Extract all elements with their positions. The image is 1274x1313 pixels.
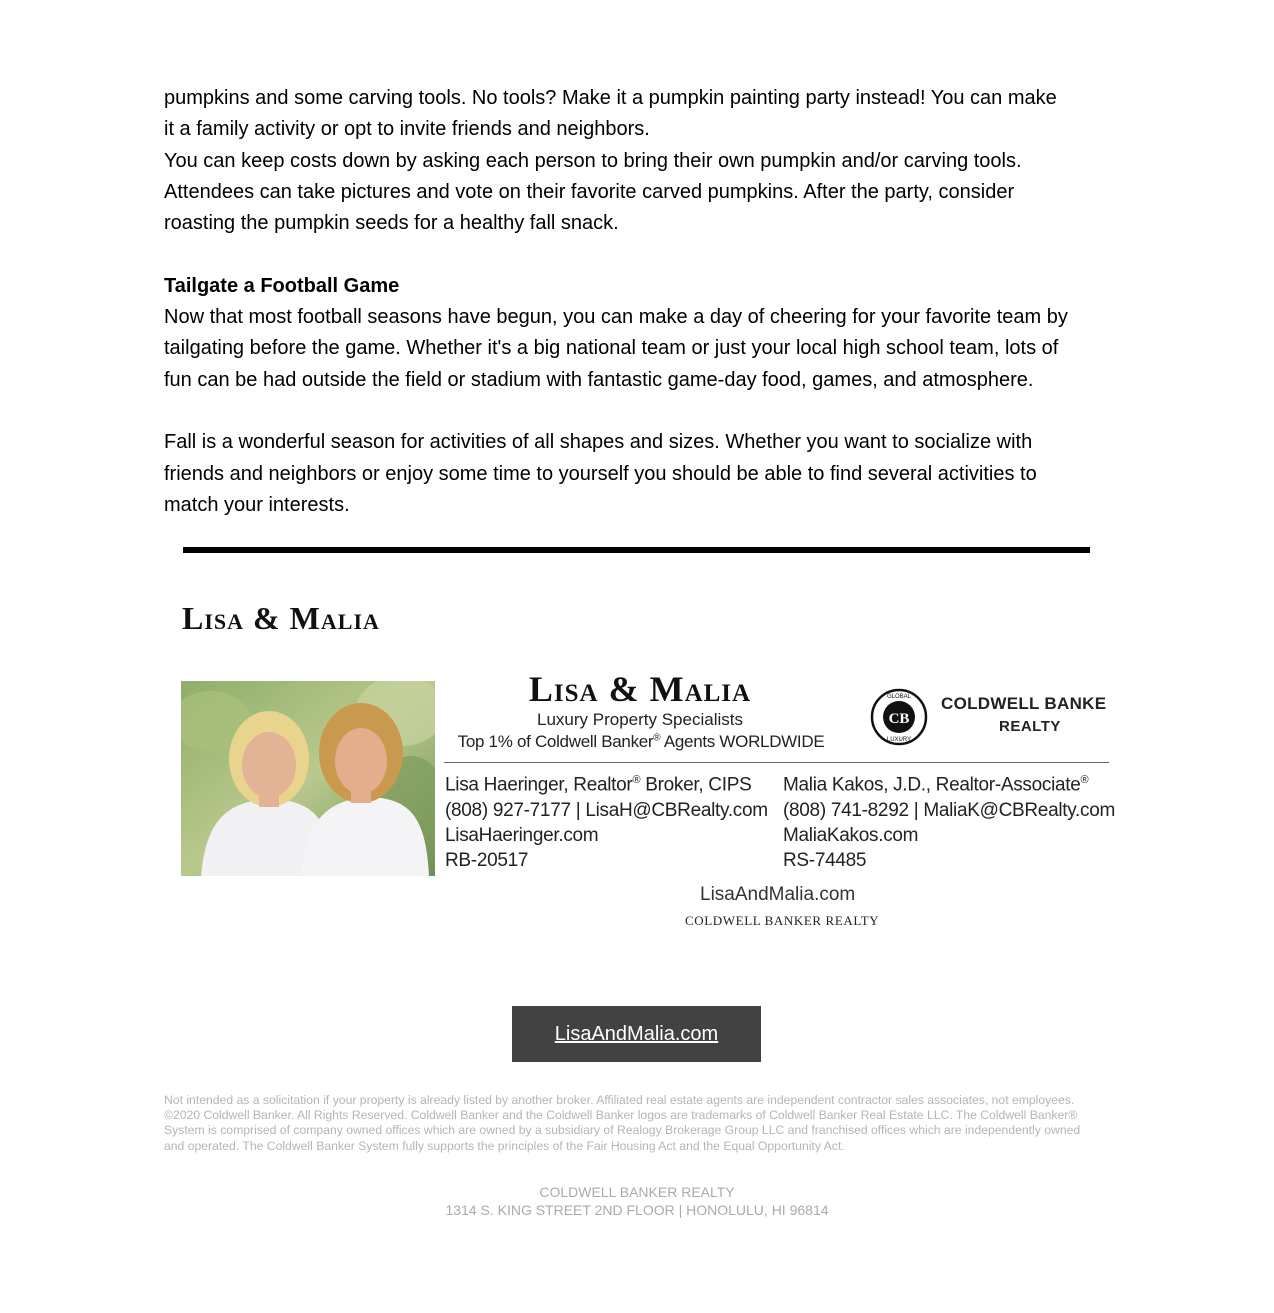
paragraph-tailgate — [164, 302, 1114, 396]
website-button[interactable]: LisaAndMalia.com — [512, 1006, 761, 1062]
brand-realty: REALTY — [999, 718, 1061, 735]
card-title: Lisa & Malia — [528, 669, 752, 709]
agent-contact: (808) 741-8292 | MaliaK@CBRealty.com — [783, 799, 1115, 821]
agent-malia — [783, 768, 1115, 874]
text-line: match your interests. — [164, 493, 350, 516]
text-line: Fall is a wonderful season for activities of all shapes and sizes. Whether you want to socialize with — [164, 431, 1033, 454]
article-body — [164, 83, 1114, 521]
agent-contact: (808) 927-7177 | LisaH@CBRealty.com — [445, 799, 768, 821]
section-heading-tailgate: Tailgate a Football Game — [164, 274, 400, 297]
disclaimer-line: ©2020 Coldwell Banker. All Rights Reserved. Coldwell Banker and the Coldwell Banker logos are trademarks of Coldwell Banker Real Estate LLC. The Coldwell Banker® — [164, 1108, 1078, 1123]
seal-text-bottom: LUXURY — [886, 737, 912, 743]
text-line: You can keep costs down by asking each person to bring their own pumpkin and/or carving tools. — [164, 149, 1022, 172]
agent-name — [445, 768, 768, 798]
registered-mark: ® — [632, 774, 641, 786]
legal-disclaimer — [164, 1093, 1109, 1154]
tagline-text: Agents WORLDWIDE — [660, 732, 825, 751]
signature-title: Lisa & Malia — [182, 600, 380, 636]
text-line: Attendees can take pictures and vote on their favorite carved pumpkins. After the party, consider — [164, 180, 1015, 203]
footer-address: 1314 S. KING STREET 2ND FLOOR | HONOLULU, HI 96814 — [445, 1202, 829, 1218]
agent-site: LisaHaeringer.com — [445, 824, 599, 846]
agents-photo — [181, 681, 435, 876]
section-divider — [183, 547, 1090, 553]
card-firm: COLDWELL BANKER REALTY — [685, 913, 880, 928]
text-line: roasting the pumpkin seeds for a healthy fall snack. — [164, 212, 619, 235]
brand-name: COLDWELL BANKE — [941, 694, 1107, 713]
text-line: Now that most football seasons have begun, you can make a day of cheering for your favorite team by — [164, 306, 1068, 329]
text-line: it a family activity or opt to invite friends and neighbors. — [164, 118, 650, 141]
disclaimer-line: Not intended as a solicitation if your property is already listed by another broker. Affiliated real estate agents are independent contractor sales associates, not employees. — [164, 1093, 1075, 1107]
registered-mark: ® — [1080, 774, 1089, 786]
agent-license: RB-20517 — [445, 850, 529, 872]
agent-license: RS-74485 — [783, 850, 867, 872]
agents-photo-illustration — [181, 681, 435, 876]
agent-name — [783, 768, 1115, 798]
text-line: friends and neighbors or enjoy some time to yourself you should be able to find several activities to — [164, 462, 1037, 485]
agent-name-text: Broker, CIPS — [640, 774, 752, 796]
card-tagline — [446, 732, 836, 752]
footer-company: COLDWELL BANKER REALTY — [539, 1184, 735, 1200]
card-website: LisaAndMalia.com — [700, 884, 856, 905]
registered-mark: ® — [653, 732, 661, 744]
seal-text-top: GLOBAL — [886, 694, 912, 700]
text-line: fun can be had outside the field or stadium with fantastic game-day food, games, and atmosphere. — [164, 368, 1034, 391]
agent-name-text: Malia Kakos, J.D., Realtor-Associate — [783, 774, 1081, 796]
card-divider — [444, 762, 1109, 763]
disclaimer-line: System is comprised of company owned offices which are owned by a subsidiary of Realogy Brokerage Group LLC and franchised offices which are independently owned — [164, 1123, 1081, 1138]
paragraph-pumpkin-party — [164, 83, 1114, 239]
agent-lisa — [445, 768, 768, 874]
seal-initials: CB — [888, 711, 910, 727]
tagline-text: Top 1% of Coldwell Banker — [457, 732, 654, 751]
card-subtitle: Luxury Property Specialists — [537, 710, 743, 729]
text-line: tailgating before the game. Whether it's a big national team or just your local high school team, lots of — [164, 337, 1059, 360]
agent-name-text: Lisa Haeringer, Realtor — [445, 774, 633, 796]
global-luxury-seal-icon — [870, 688, 928, 746]
paragraph-conclusion — [164, 427, 1114, 521]
agent-site: MaliaKakos.com — [783, 824, 919, 846]
text-line: pumpkins and some carving tools. No tools? Make it a pumpkin painting party instead! You can make — [164, 87, 1057, 109]
disclaimer-line: and operated. The Coldwell Banker System fully supports the principles of the Fair Housing Act and the Equal Opportunity Act. — [164, 1138, 845, 1153]
